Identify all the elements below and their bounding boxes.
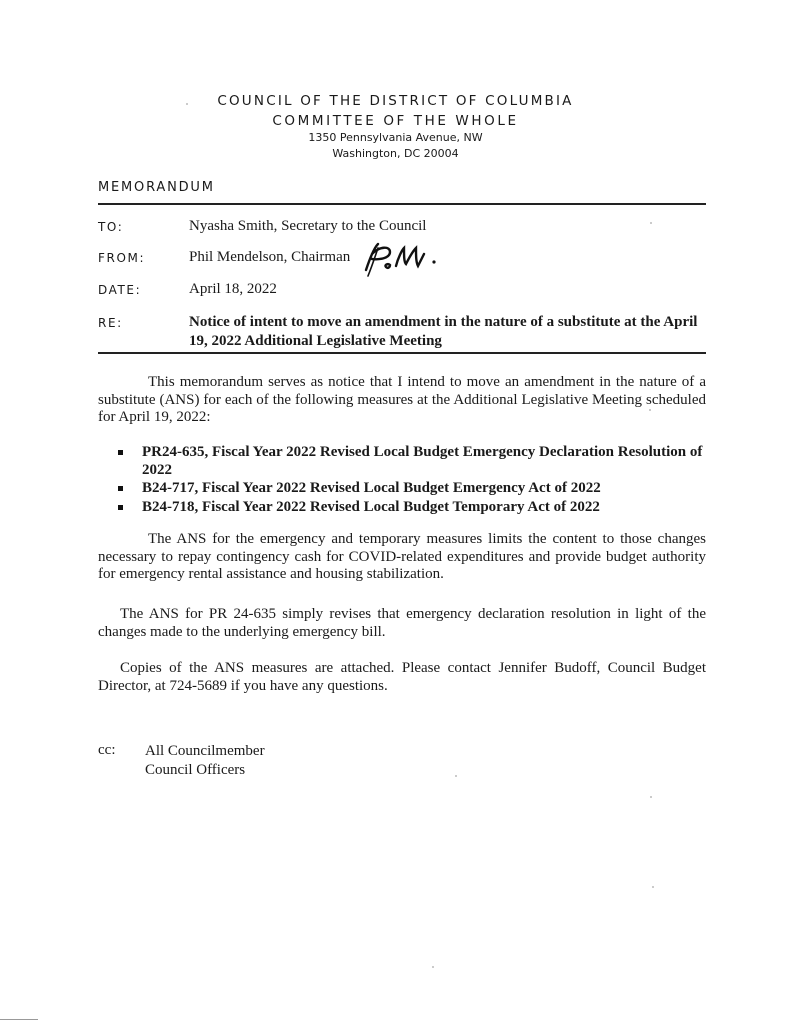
to-label: TO: bbox=[98, 220, 124, 234]
re-label: RE: bbox=[98, 316, 123, 330]
list-item bbox=[115, 499, 710, 517]
committee-name: COMMITTEE OF THE WHOLE bbox=[272, 113, 519, 129]
bullet-icon bbox=[118, 450, 123, 455]
re-value: Notice of intent to move an amendment in the nature of a substitute at the April 19, 2022 Additional Legislative Meeting bbox=[189, 314, 698, 349]
cc-recipient: Council Officers bbox=[145, 762, 246, 778]
contact-paragraph: Copies of the ANS measures are attached. Please contact Jennifer Budoff, Council Budget Director, at 724-5689 if you have any questions. bbox=[98, 660, 706, 694]
scan-speck bbox=[186, 103, 188, 105]
from-value: Phil Mendelson, Chairman bbox=[189, 249, 351, 265]
divider-top bbox=[98, 203, 706, 205]
memo-title: MEMORANDUM bbox=[98, 180, 215, 195]
signature-initials bbox=[360, 240, 444, 278]
scan-speck bbox=[652, 886, 654, 888]
scan-edge-mark bbox=[0, 1019, 38, 1020]
address-street: 1350 Pennsylvania Avenue, NW bbox=[308, 131, 483, 144]
cc-label: cc: bbox=[98, 742, 116, 758]
address-city: Washington, DC 20004 bbox=[332, 147, 459, 160]
list-item bbox=[115, 480, 710, 498]
measure-pr24-635: PR24-635, Fiscal Year 2022 Revised Local Budget Emergency Declaration Resolution of 2022 bbox=[142, 444, 703, 478]
measure-list bbox=[115, 444, 710, 517]
divider-bottom bbox=[98, 352, 706, 354]
cc-recipient: All Councilmember bbox=[145, 743, 265, 759]
scan-speck bbox=[649, 409, 651, 411]
ans-scope-paragraph: The ANS for the emergency and temporary measures limits the content to those changes necessary to repay contingency cash for COVID-related expenditures and provide budget authority for emergency rental assistance and housing stabilization. bbox=[98, 531, 706, 582]
scan-speck bbox=[650, 796, 652, 798]
intro-paragraph: This memorandum serves as notice that I intend to move an amendment in the nature of a substitute (ANS) for each of the following measures at the Additional Legislative Meeting scheduled for April 19, 2022: bbox=[98, 374, 706, 425]
from-label: FROM: bbox=[98, 251, 146, 265]
measure-b24-717: B24-717, Fiscal Year 2022 Revised Local Budget Emergency Act of 2022 bbox=[142, 480, 601, 496]
ans-resolution-paragraph: The ANS for PR 24-635 simply revises that emergency declaration resolution in light of the changes made to the underlying emergency bill. bbox=[98, 606, 706, 640]
to-value: Nyasha Smith, Secretary to the Council bbox=[189, 218, 427, 234]
measure-b24-718: B24-718, Fiscal Year 2022 Revised Local Budget Temporary Act of 2022 bbox=[142, 498, 600, 515]
scan-speck bbox=[432, 966, 434, 968]
bullet-icon bbox=[118, 486, 123, 491]
org-name: COUNCIL OF THE DISTRICT OF COLUMBIA bbox=[217, 93, 574, 109]
scan-speck bbox=[650, 222, 652, 224]
date-value: April 18, 2022 bbox=[189, 281, 277, 297]
bullet-icon bbox=[118, 505, 123, 510]
cc-list bbox=[145, 742, 265, 780]
date-label: DATE: bbox=[98, 283, 142, 297]
list-item bbox=[115, 444, 710, 479]
scan-speck bbox=[455, 775, 457, 777]
